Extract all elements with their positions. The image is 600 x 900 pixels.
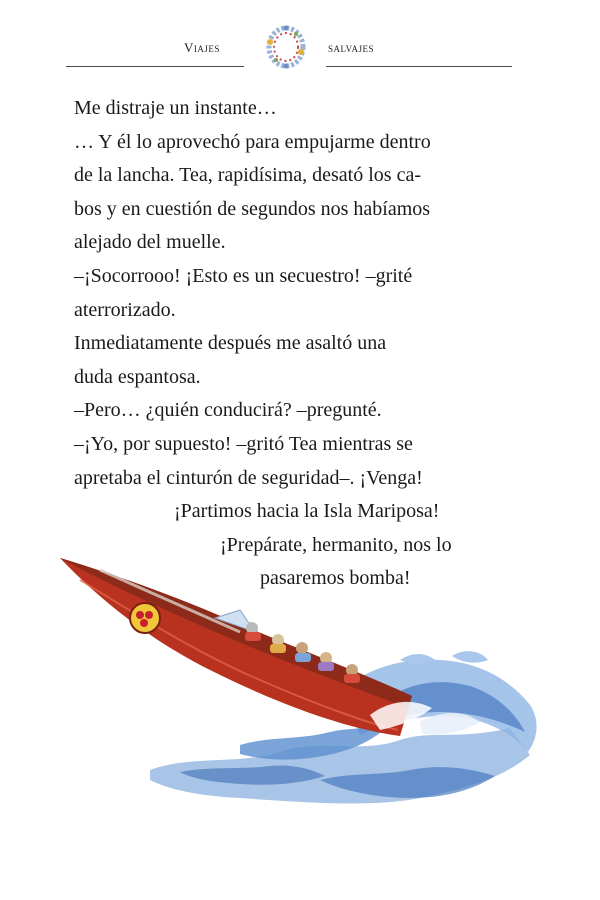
text-line: –¡Yo, por supuesto! –gritó Tea mientras se <box>74 432 413 455</box>
running-header <box>66 22 512 72</box>
text-line: Me distraje un instante… <box>74 97 277 119</box>
speedboat <box>60 558 412 736</box>
text-line: aterrorizado. <box>74 298 176 321</box>
floral-wreath-emblem-icon <box>258 22 314 72</box>
text-line: apretaba el cinturón de seguridad–. ¡Venga! <box>74 466 423 489</box>
header-title-left: Viajes <box>184 40 220 55</box>
boat-emblem-icon <box>130 603 160 633</box>
text-line: ¡Prepárate, hermanito, nos lo <box>220 533 452 556</box>
text-line: bos y en cuestión de segundos nos habíamos <box>74 197 431 220</box>
text-line: pasaremos bomba! <box>260 567 411 590</box>
text-line: Inmediatamente después me asaltó una <box>74 332 387 355</box>
text-line: … Y él lo aprovechó para empujarme dentro <box>74 130 431 153</box>
header-rule-right <box>326 66 512 67</box>
header-title-right: salvajes <box>328 40 375 55</box>
text-line: alejado del muelle. <box>74 231 226 254</box>
text-line: duda espantosa. <box>74 365 201 388</box>
text-line: –Pero… ¿quién conducirá? –pregunté. <box>74 399 382 422</box>
speedboat-illustration <box>40 540 560 840</box>
text-line: –¡Socorrooo! ¡Esto es un secuestro! –grité <box>74 264 413 287</box>
page-body-text <box>74 92 508 596</box>
text-line: ¡Partimos hacia la Isla Mariposa! <box>174 500 440 523</box>
text-line: de la lancha. Tea, rapidísima, desató los ca- <box>74 164 421 187</box>
header-rule-left <box>66 66 244 67</box>
